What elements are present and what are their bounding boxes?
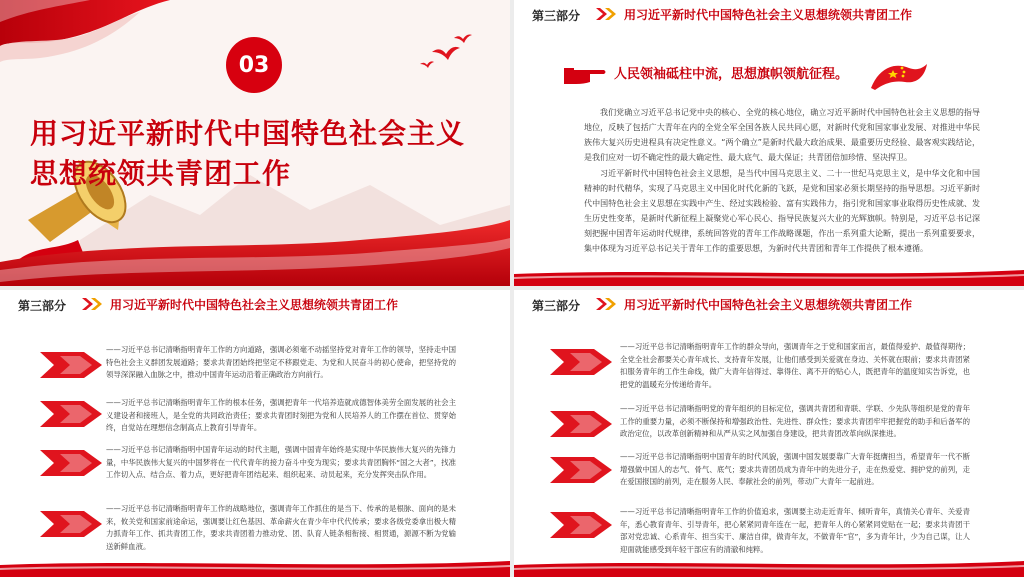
section-number-badge: 03	[226, 37, 282, 93]
section-title: 用习近平新时代中国特色社会主义思想统领共青团工作	[624, 8, 913, 22]
red-arrow-icon	[550, 411, 612, 437]
item-text: ——习近平总书记清晰指明党的青年组织的目标定位，强调共青团和青联、学联、少先队等组织是党的青年工作的重要力量，必须不断保持和增强政治性、先进性、群众性；要求共青团牢牢把握党的助手和后备军的政治定位，以改革创新精神和从严从实之风加强自身建设，把共青团改革向纵深推进。	[620, 404, 970, 438]
red-arrow-icon	[40, 352, 102, 378]
bottom-red-band	[0, 559, 510, 577]
slide-header	[514, 290, 1024, 320]
section-title: 用习近平新时代中国特色社会主义思想统领共青团工作	[624, 298, 913, 312]
slogan-text: 人民领袖砥柱中流，思想旗帜领航征程。	[614, 67, 849, 82]
pointing-hand-icon	[564, 64, 608, 86]
double-chevron-icon	[594, 296, 620, 312]
red-arrow-icon	[40, 511, 102, 537]
item-text: ——习近平总书记清晰指明青年工作的根本任务，强调把青年一代培养造就成德智体美劳全面发展的社会主义建设者和接班人，是全党的共同政治责任；要求共青团时刻把为党和人民培养人的工作摆在首位、贯穿始终，自觉站在理想信念制高点上教育引导青年。	[106, 398, 456, 432]
red-arrow-icon	[40, 401, 102, 427]
section-title: 用习近平新时代中国特色社会主义思想统领共青团工作	[110, 298, 399, 312]
red-arrow-icon	[550, 512, 612, 538]
slide-list-left[interactable]	[0, 290, 510, 577]
slide-cover[interactable]	[0, 0, 510, 286]
item-text: ——习近平总书记清晰指明青年工作的方向道路，强调必须毫不动摇坚持党对青年工作的领导，坚持走中国特色社会主义群团发展道路；要求共青团始终把坚定不移跟党走、为党和人民奋斗的初心使命，把坚持党的领导深深融入血脉之中，推动中国青年运动沿着正确政治方向前行。	[106, 345, 456, 379]
slide-header	[514, 0, 1024, 30]
bottom-red-band	[514, 559, 1024, 577]
red-arrow-icon	[40, 450, 102, 476]
slide-list-right[interactable]	[514, 290, 1024, 577]
item-text: ——习近平总书记清晰指明青年工作的价值追求，强调要主动走近青年、倾听青年，真情关心青年、关爱青年，悉心教育青年、引导青年，把心紧紧同青年连在一起，把青年人的心紧紧同党贴在一起；要求共青团干部对党忠诚、心系青年、担当实干、廉洁自律，做青年友，不做青年“官”，多为青年计，少为自己谋，让人迎面就能感受到年轻干部应有的清澈和纯粹。	[620, 507, 970, 554]
item-text: ——习近平总书记清晰指明中国青年运动的时代主题，强调中国青年始终是实现中华民族伟大复兴的先锋力量，中华民族伟大复兴的中国梦将在一代代青年的接力奋斗中变为现实；要求共青团胸怀“国之大者”，找准工作切入点、结合点、着力点，更好把青年团结起来、组织起来、动员起来，充分发挥突击队作用。	[106, 445, 456, 479]
bottom-red-band	[514, 268, 1024, 286]
item-text: ——习近平总书记清晰指明青年工作的战略地位，强调青年工作抓住的是当下、传承的是根脉、面向的是未来，攸关党和国家前途命运，强调要让红色基因、革命薪火在青少年中代代传承；要求各级党委拿出极大精力抓青年工作、抓共青团工作，要求共青团着力推动党、团、队育人链条相衔接、相贯通，源源不断为党输送新鲜血液。	[106, 504, 456, 551]
slide-divider-horizontal	[0, 286, 1024, 290]
section-part-label: 第三部分	[532, 299, 581, 313]
paragraph-1: 我们党确立习近平总书记党中央的核心、全党的核心地位，确立习近平新时代中国特色社会主义思想的指导地位，反映了包括广大青年在内的全党全军全国各族人民共同心愿，对新时代党和国家事业发展、对推进中华民族伟大复兴历史进程具有决定性意义。“两个确立”是新时代最大政治成果、最重要历史经验、最客观实践结论，是我们应对一切不确定性的最大确定性、最大底气、最大保证；共青团倍加珍惜、坚决捍卫。	[584, 108, 980, 162]
paragraph-2: 习近平新时代中国特色社会主义思想，是当代中国马克思主义、二十一世纪马克思主义，是中华文化和中国精神的时代精华，实现了马克思主义中国化时代化新的飞跃，是党和国家必须长期坚持的指导思想。习近平新时代中国特色社会主义思想在实践中产生、经过实践检验、富有实践伟力，指引党和国家事业取得历史性成就、发生历史性变革，是新时代新征程上凝聚党心军心民心、指导民族复兴大业的光辉旗帜。特别是，习近平总书记深刻把握中国青年运动时代规律，系统回答党的青年工作战略课题，作出一系列重大论断，提出一系列重要要求，集中体现为习近平总书记关于青年工作的重要思想，为新时代共青团和青年工作提供了根本遵循。	[584, 169, 980, 253]
item-text: ——习近平总书记清晰指明中国青年的时代风貌，强调中国发展要靠广大青年挺膺担当，希望青年一代不断增强做中国人的志气、骨气、底气；要求共青团员成为青年中的先进分子，走在热爱党、拥护党的前列，走在爱国报国的前列，走在服务人民、奉献社会的前列，带动广大青年一起前进。	[620, 452, 970, 486]
red-flag-icon	[869, 58, 929, 92]
cover-title: 用习近平新时代中国特色社会主义思想统领共青团工作	[30, 117, 466, 190]
section-part-label: 第三部分	[18, 299, 67, 313]
item-text: ——习近平总书记清晰指明青年工作的群众导向，强调青年之于党和国家而言，最值得爱护、最值得期待；全党全社会都要关心青年成长、支持青年发展，让他们感受到关爱就在身边、关怀就在眼前；要求共青团紧扣服务青年的工作生命线，做广大青年信得过、靠得住、离不开的贴心人，既把青年的温度知实告诉党，也把党的温暖充分传递给青年。	[620, 342, 970, 389]
red-arrow-icon	[550, 349, 612, 375]
slide-slogan[interactable]	[514, 0, 1024, 286]
double-chevron-icon	[594, 6, 620, 22]
section-part-label: 第三部分	[532, 9, 581, 23]
double-chevron-icon	[80, 296, 106, 312]
red-arrow-icon	[550, 457, 612, 483]
slide-header	[0, 290, 510, 320]
